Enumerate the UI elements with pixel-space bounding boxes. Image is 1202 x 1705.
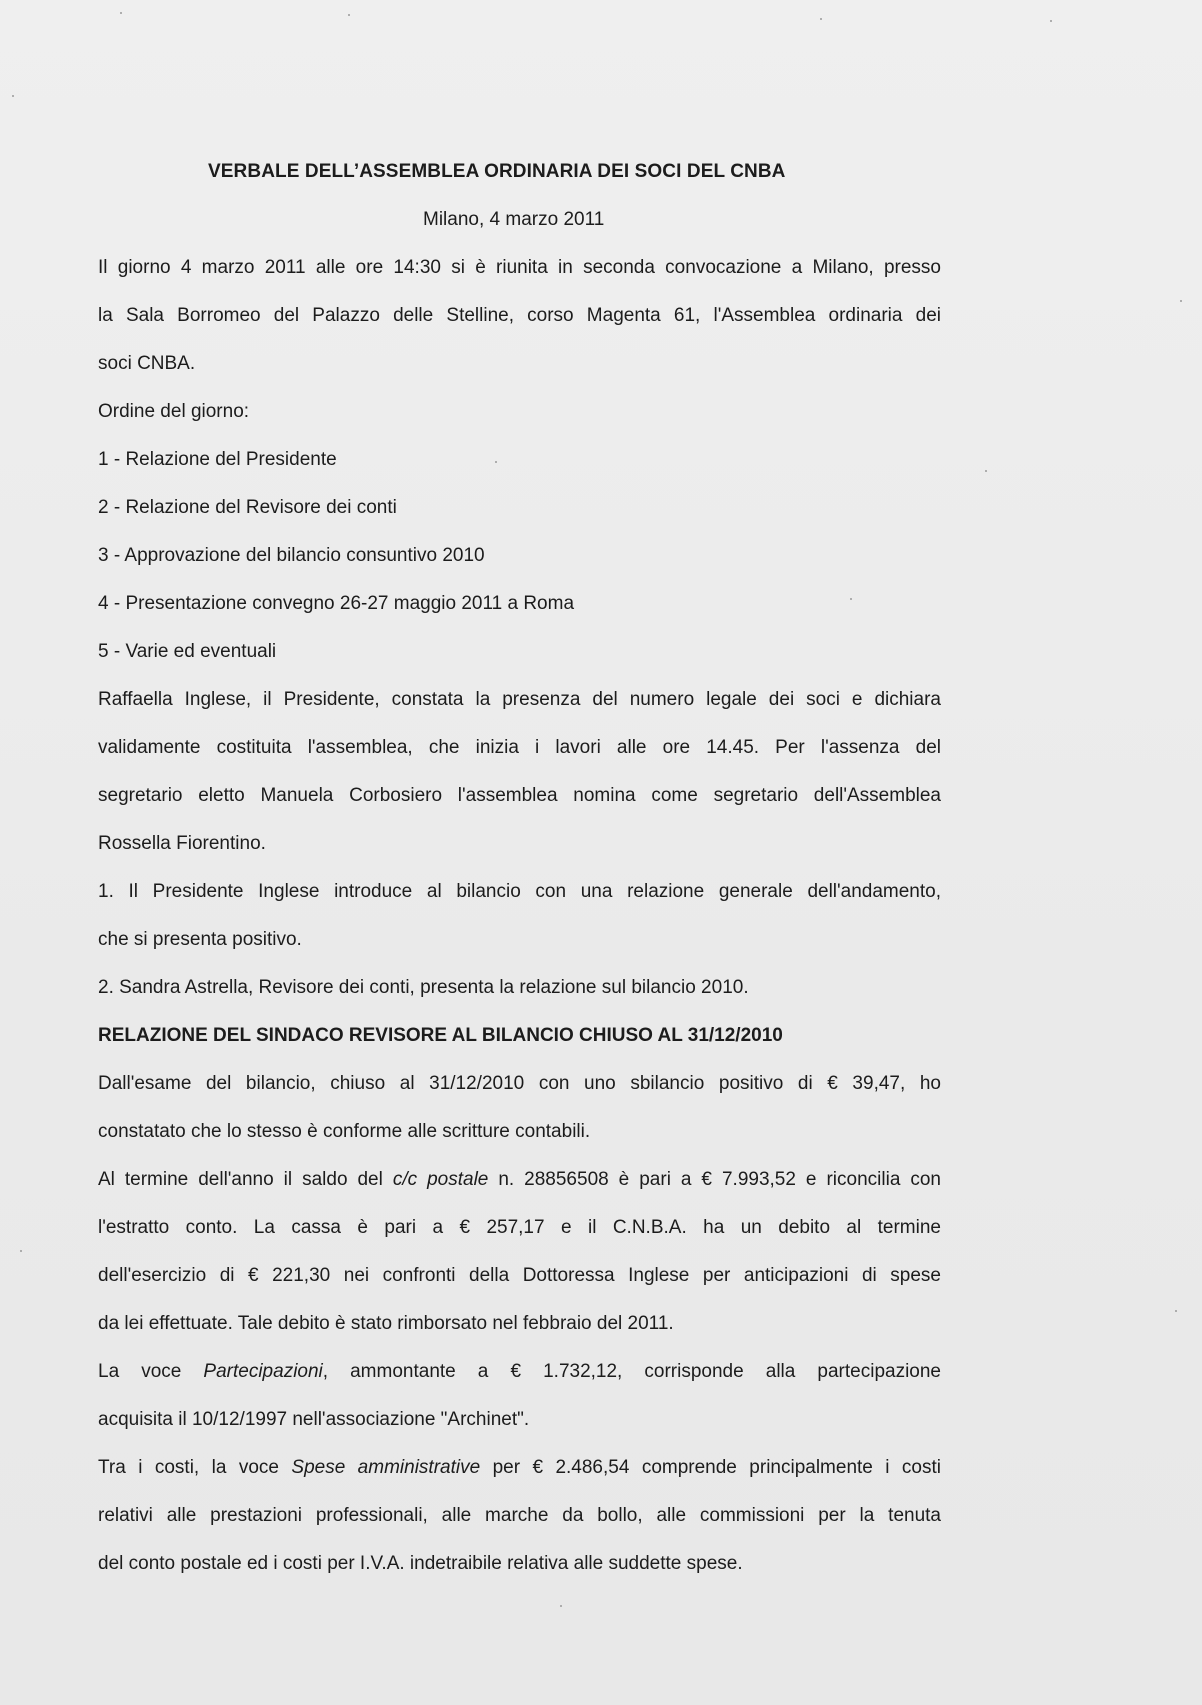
text-run: Al termine dell'anno il saldo del xyxy=(98,1169,393,1190)
report-line: relativi alle prestazioni professionali, alle marche da bollo, alle commissioni per la tenuta xyxy=(98,1505,941,1526)
text-run: per € 2.486,54 comprende principalmente i costi xyxy=(480,1457,941,1478)
report-line: del conto postale ed i costi per I.V.A. indetraibile relativa alle suddette spese. xyxy=(98,1553,743,1574)
text-run: n. 28856508 è pari a € 7.993,52 e riconcilia con xyxy=(488,1169,941,1190)
scan-speck xyxy=(850,598,852,600)
scan-speck xyxy=(820,18,822,20)
scan-speck xyxy=(495,461,497,463)
report-line: dell'esercizio di € 221,30 nei confronti della Dottoressa Inglese per anticipazioni di spese xyxy=(98,1265,941,1286)
report-line: acquisita il 10/12/1997 nell'associazione "Archinet". xyxy=(98,1409,530,1430)
scan-speck xyxy=(560,1605,562,1607)
report-line: constatato che lo stesso è conforme alle scritture contabili. xyxy=(98,1121,591,1142)
agenda-label: Ordine del giorno: xyxy=(98,401,250,422)
opening-line: validamente costituita l'assemblea, che inizia i lavori alle ore 14.45. Per l'assenza del xyxy=(98,737,941,758)
text-run: Tra i costi, la voce xyxy=(98,1457,292,1478)
intro-line: Il giorno 4 marzo 2011 alle ore 14:30 si è riunita in seconda convocazione a Milano, presso xyxy=(98,257,941,278)
intro-line: la Sala Borromeo del Palazzo delle Stelline, corso Magenta 61, l'Assemblea ordinaria dei xyxy=(98,305,941,326)
scan-speck xyxy=(120,12,122,14)
scan-speck xyxy=(12,95,14,97)
report-line xyxy=(98,1360,941,1384)
scan-speck xyxy=(1180,300,1182,302)
report-line xyxy=(98,1456,941,1480)
agenda-item: 3 - Approvazione del bilancio consuntivo 2010 xyxy=(98,545,485,566)
report-heading: RELAZIONE DEL SINDACO REVISORE AL BILANCIO CHIUSO AL 31/12/2010 xyxy=(98,1025,783,1046)
text-run-italic: c/c postale xyxy=(392,1169,489,1190)
report-line: da lei effettuate. Tale debito è stato rimborsato nel febbraio del 2011. xyxy=(98,1313,674,1334)
document-title: VERBALE DELL’ASSEMBLEA ORDINARIA DEI SOCI DEL CNBA xyxy=(208,161,786,182)
agenda-item: 1 - Relazione del Presidente xyxy=(98,449,337,470)
text-run: , ammontante a € 1.732,12, corrisponde alla partecipazione xyxy=(322,1361,941,1382)
report-line: l'estratto conto. La cassa è pari a € 257,17 e il C.N.B.A. ha un debito al termine xyxy=(98,1217,941,1238)
item1-line: che si presenta positivo. xyxy=(98,929,302,950)
opening-line: segretario eletto Manuela Corbosiero l'assemblea nomina come segretario dell'Assemblea xyxy=(98,785,941,806)
text-run: La voce xyxy=(98,1361,204,1382)
item2-line: 2. Sandra Astrella, Revisore dei conti, presenta la relazione sul bilancio 2010. xyxy=(98,977,749,998)
report-line: Dall'esame del bilancio, chiuso al 31/12/2010 con uno sbilancio positivo di € 39,47, ho xyxy=(98,1073,941,1094)
agenda-item: 4 - Presentazione convegno 26-27 maggio 2011 a Roma xyxy=(98,593,575,614)
scan-speck xyxy=(348,14,350,16)
item1-line: 1. Il Presidente Inglese introduce al bilancio con una relazione generale dell'andamento, xyxy=(98,881,941,902)
opening-line: Rossella Fiorentino. xyxy=(98,833,266,854)
text-run-italic: Partecipazioni xyxy=(203,1361,323,1382)
intro-line: soci CNBA. xyxy=(98,353,196,374)
agenda-item: 2 - Relazione del Revisore dei conti xyxy=(98,497,397,518)
opening-line: Raffaella Inglese, il Presidente, constata la presenza del numero legale dei soci e dichiara xyxy=(98,689,941,710)
scan-speck xyxy=(985,470,987,472)
agenda-item: 5 - Varie ed eventuali xyxy=(98,641,277,662)
place-date: Milano, 4 marzo 2011 xyxy=(423,209,605,230)
text-run-italic: Spese amministrative xyxy=(291,1457,481,1478)
scan-speck xyxy=(1175,1310,1177,1312)
report-line xyxy=(98,1168,941,1192)
scan-speck xyxy=(20,1250,22,1252)
scan-speck xyxy=(1050,20,1052,22)
